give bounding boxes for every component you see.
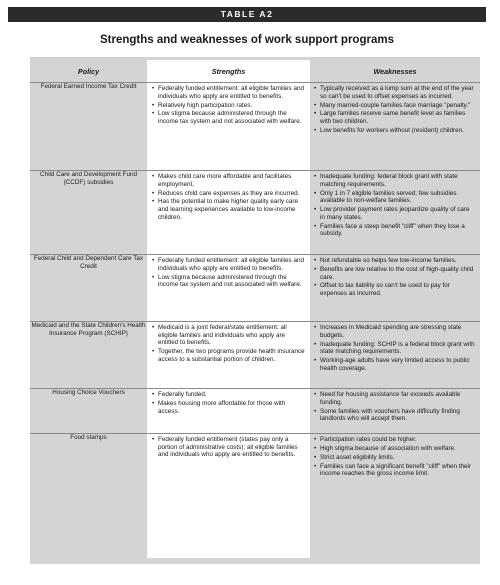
header-row [30,60,480,83]
list-item: • Inadequate funding: SCHIP is a federal block grant with state matching requirements. [314,341,475,356]
comparison-table [30,60,480,519]
policy-column-header: Policy [30,60,147,83]
weaknesses-list [310,322,480,373]
list-item: • Working-age adults have very limited access to public health coverage. [314,357,475,372]
policy-cell: Housing Choice Vouchers [30,389,147,434]
list-item: • Medicaid is a joint federal/state entitlement: all eligible families and individuals who apply are entitled to benefits. [152,324,306,347]
strengths-list [147,434,310,459]
table-row [30,389,480,434]
list-item: • Families face a steep benefit "cliff" when they lose a subsidy. [314,223,475,238]
list-item: • Federally funded entitlement (states pay only a portion of administrative costs): all eligible families and individuals who apply are entitled to benefits. [152,436,306,459]
list-item: • Low benefits for workers without (resident) children. [314,127,475,135]
strengths-list [147,171,310,222]
strengths-list [147,389,310,415]
list-item: • Low provider payment rates jeopardize quality of care in many states. [314,206,475,221]
policy-cell: Federal Child and Dependent Care Tax Credit [30,255,147,322]
list-item: • Large families receive same benefit level as families with two children. [314,110,475,125]
strengths-cell [147,255,310,322]
weaknesses-cell [310,255,480,322]
list-item: • Together, the two programs provide health insurance access to a substantial portion of children. [152,348,306,363]
list-item: • Need for housing assistance far exceeds available funding. [314,391,475,406]
list-item: • Federally funded. [152,391,306,399]
list-item: • Makes housing more affordable for those with access. [152,400,306,415]
strengths-list [147,322,310,364]
list-item: • Increases in Medicaid spending are stressing state budgets. [314,324,475,339]
list-item: • Benefits are low relative to the cost of high-quality child care. [314,266,475,281]
strengths-cell [147,322,310,389]
list-item: • Federally funded entitlement: all eligible families and individuals who apply are entitled to benefits. [152,85,306,100]
policy-cell: Medicaid and the State Children's Health Insurance Program (SCHIP) [30,322,147,389]
weaknesses-list [310,171,480,238]
weaknesses-column-header: Weaknesses [310,60,480,83]
list-item: • Many married-couple families face marriage "penalty." [314,102,475,110]
strengths-cell [147,434,310,519]
list-item: • Relatively high participation rates. [152,102,306,110]
table-title: Strengths and weaknesses of work support programs [100,34,394,46]
weaknesses-list [310,83,480,135]
list-item: • Participation rates could be higher. [314,436,475,444]
list-item: • Has the potential to make higher quality early care and learning experiences available to low-income children. [152,198,306,221]
table-row [30,322,480,389]
list-item: • Offset to tax liability so can't be used to pay for expenses as incurred. [314,282,475,297]
table-row [30,83,480,171]
list-item: • Some families with vouchers have difficulty finding landlords who will accept them. [314,408,475,423]
weaknesses-cell [310,434,480,519]
policy-cell: Federal Earned Income Tax Credit [30,83,147,171]
weaknesses-list [310,389,480,423]
list-item: • Low stigma because administered through the income tax system and not associated with welfare. [152,110,306,125]
strengths-cell [147,389,310,434]
policy-cell: Child Care and Development Fund (CCDF) subsidies [30,171,147,255]
list-item: • High stigma because of association with welfare. [314,445,475,453]
weaknesses-list [310,434,480,478]
weaknesses-list [310,255,480,298]
policy-cell: Food stamps [70,434,107,441]
weaknesses-cell [310,389,480,434]
weaknesses-cell [310,83,480,171]
list-item: • Strict asset eligibility limits. [314,454,475,462]
table-row [30,434,480,519]
list-item: • Federally funded entitlement: all eligible families and individuals who apply are entitled to benefits. [152,257,306,272]
list-item: • Families can face a significant benefit "cliff" when their income reaches the gross income limit. [314,463,475,478]
strengths-cell [147,83,310,171]
list-item: • Only 1 in 7 eligible families served; few subsidies available to non-welfare families. [314,190,475,205]
strengths-cell [147,171,310,255]
list-item: • Low stigma because administered through the income tax system and not associated with welfare. [152,274,306,289]
strengths-column-header: Strengths [147,60,310,83]
table-row [30,171,480,255]
list-item: • Reduces child care expenses as they are incurred. [152,190,306,198]
list-item: • Typically received as a lump sum at the end of the year so can't be used to offset expenses as incurred. [314,85,475,100]
weaknesses-cell [310,171,480,255]
strengths-list [147,83,310,126]
table-tag: TABLE A2 [8,7,486,22]
list-item: • Makes child care more affordable and facilitates employment. [152,173,306,188]
weaknesses-cell [310,322,480,389]
list-item: • Not refundable so helps few low-income families. [314,257,475,265]
table-row [30,255,480,322]
list-item: • Inadequate funding: federal block grant with state matching requirements. [314,173,475,188]
strengths-list [147,255,310,289]
